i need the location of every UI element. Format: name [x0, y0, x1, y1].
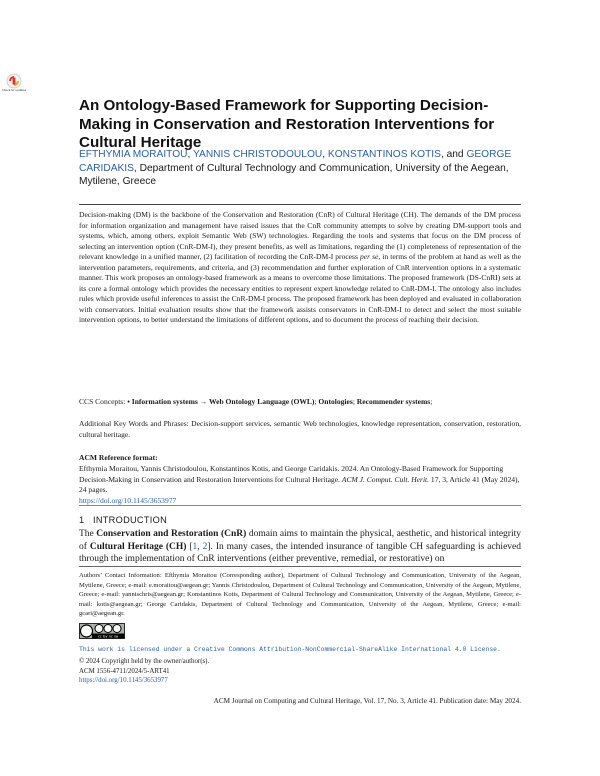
reference-text: Efthymia Moraitou, Yannis Christodoulou, Konstantinos Kotis, and George Caridakis. 2024. An Ontology-Based Framework for Supporting Decision-Making in Conservation and Restoration Interventions for Cultural Heritage. [79, 464, 504, 484]
author-name[interactable]: GEORGE CARIDAKIS [79, 149, 512, 174]
ccs-concept: Ontologies [318, 397, 353, 406]
section-divider [79, 505, 521, 506]
ccs-separator: ; [352, 397, 357, 406]
copyright-line: © 2024 Copyright held by the owner/author(s). [79, 658, 210, 665]
reference-format [79, 464, 521, 506]
check-for-updates-badge[interactable] [3, 72, 25, 98]
author-name[interactable]: YANNIS CHRISTODOULOU [192, 149, 323, 160]
reference-details: 17, 3, Article 41 (May 2024), 24 pages. [79, 474, 520, 494]
intro-text: domain aims to maintain the physical, aesthetic, and historical integrity of [79, 529, 521, 552]
keywords: Additional Key Words and Phrases: Decision-support services, semantic Web technologies, knowledge representation, conservation, restoration, cultural heritage. [79, 419, 521, 439]
affiliation: , Department of Cultural Technology and Communication, University of the Aegean, Mytilene, Greece [79, 162, 509, 188]
cc-license-badge[interactable] [79, 623, 125, 639]
issn-line: ACM 1556-4711/2024/5-ART41 [79, 667, 170, 675]
footnote-divider [79, 566, 521, 567]
license-link[interactable]: This work is licensed under a Creative Commons Attribution-NonCommercial-ShareAlike International 4.0 License. [79, 646, 501, 653]
check-for-updates-label: Check for updates [1, 88, 27, 92]
intro-text: [ [186, 541, 193, 552]
abstract-emphasis: per se [359, 252, 379, 262]
reference-doi-link[interactable]: https://doi.org/10.1145/3653977 [79, 495, 177, 505]
author-separator: , [187, 149, 193, 160]
intro-text: , [197, 541, 203, 552]
section-heading [79, 515, 167, 525]
check-for-updates-icon [3, 72, 25, 98]
intro-text: The [79, 529, 97, 539]
author-separator: , and [440, 149, 464, 160]
cc-badge-text: cc by nc sa [97, 634, 119, 639]
section-number: 1 [79, 515, 85, 525]
intro-text: ]. In many cases, the intended insurance of tangible CH safeguarding is achieved through the implementation of CnR interventions (either preventive, remedial, or restorative) on [79, 541, 522, 565]
ccs-label: CCS Concepts: [79, 397, 128, 406]
section-title: INTRODUCTION [92, 515, 168, 525]
section-divider [79, 204, 521, 205]
abstract-text: Decision-making (DM) is the backbone of the Conservation and Restoration (CnR) of Cultural Heritage (CH). The demands of the DM process for information organization and management have raised issues that the CnR community attempts to solve by creating DM-support tools and systems, which, among others, exploit Semantic Web (SW) technologies. Regarding the tools and systems that focus on the DM process of selecting an intervention option (CnR-DM-I), they present benefits, as well as limitations, regarding the (1) completeness of representation of the relevant knowledge in a unified manner, (2) facilitation of recording the CnR-DM-I process [79, 210, 521, 262]
page-footer: ACM Journal on Computing and Cultural Heritage, Vol. 17, No. 3, Article 41. Publication date: May 2024. [213, 697, 521, 705]
ccs-separator: ; [314, 397, 319, 406]
citation-link[interactable]: 1 [192, 541, 198, 552]
paper-title: An Ontology-Based Framework for Supporting Decision-Making in Conservation and Restoration Interventions for Cultural Heritage [79, 97, 495, 151]
ccs-separator: ; [430, 397, 433, 406]
intro-paragraph [79, 528, 521, 566]
author-name[interactable]: EFTHYMIA MORAITOU [79, 149, 188, 160]
copyright-block [79, 657, 209, 686]
reference-heading: ACM Reference format: [79, 453, 158, 462]
abstract-text: , in terms of the problem at hand as well as the intervention parameters, requirements, and criteria, and (3) recommendation and further exploration of CnR intervention options in a systematic manner. This work proposes an ontology-based framework as a means to overcome those limitations. The proposed framework (DS-CnRI) sets at its core a formal ontology which provides the necessary entities to represent expert knowledge related to CnR-DM-I. The ontology also includes rules which provide useful inferences to assist the CnR-DM-I process. The proposed framework has been deployed and evaluated in collaboration with conservators. Initial evaluation results show that the framework assists conservators in CnR-DM-I to detect and select the most suitable intervention options, to better understand the limitations of different options, and to document the process of reaching their decision. [79, 252, 522, 325]
copyright-doi-link[interactable]: https://doi.org/10.1145/3653977 [79, 677, 168, 684]
intro-term: Cultural Heritage (CH) [89, 541, 187, 552]
author-separator: , [322, 149, 328, 160]
author-contact-info: Authors’ Contact Information: Efthymia Moraitou (Corresponding author), Department of Cultural Technology and Communication, University of the Aegean, Mytilene, Greece; e-mail: e.moraitou@aegean.gr; Yannis Christodoulou, Department of Cultural Technology and Communication, University of the Aegean, Mytilene, Greece; e-mail: yannischris@aegean.gr; Konstantinos Kotis, Department of Cultural Technology and Communication, University of the Aegean, Mytilene, Greece; e-mail: kotis@aegean.gr; George Caridakis, Department of Cultural Technology and Communication, University of the Aegean, Mytilene, Greece; e-mail: gcari@aegean.gr. [79, 572, 521, 617]
reference-journal: ACM J. Comput. Cult. Herit. [341, 474, 430, 484]
intro-term: Conservation and Restoration (CnR) [96, 529, 247, 539]
author-block [79, 148, 529, 189]
ccs-concept: • Information systems → Web Ontology Language (OWL) [127, 397, 315, 406]
abstract [79, 210, 521, 326]
citation-link[interactable]: 2 [202, 541, 208, 552]
creative-commons-icon [79, 623, 125, 639]
ccs-concept: Recommender systems [356, 397, 431, 406]
author-name[interactable]: KONSTANTINOS KOTIS [327, 149, 441, 160]
ccs-concepts [79, 397, 521, 408]
